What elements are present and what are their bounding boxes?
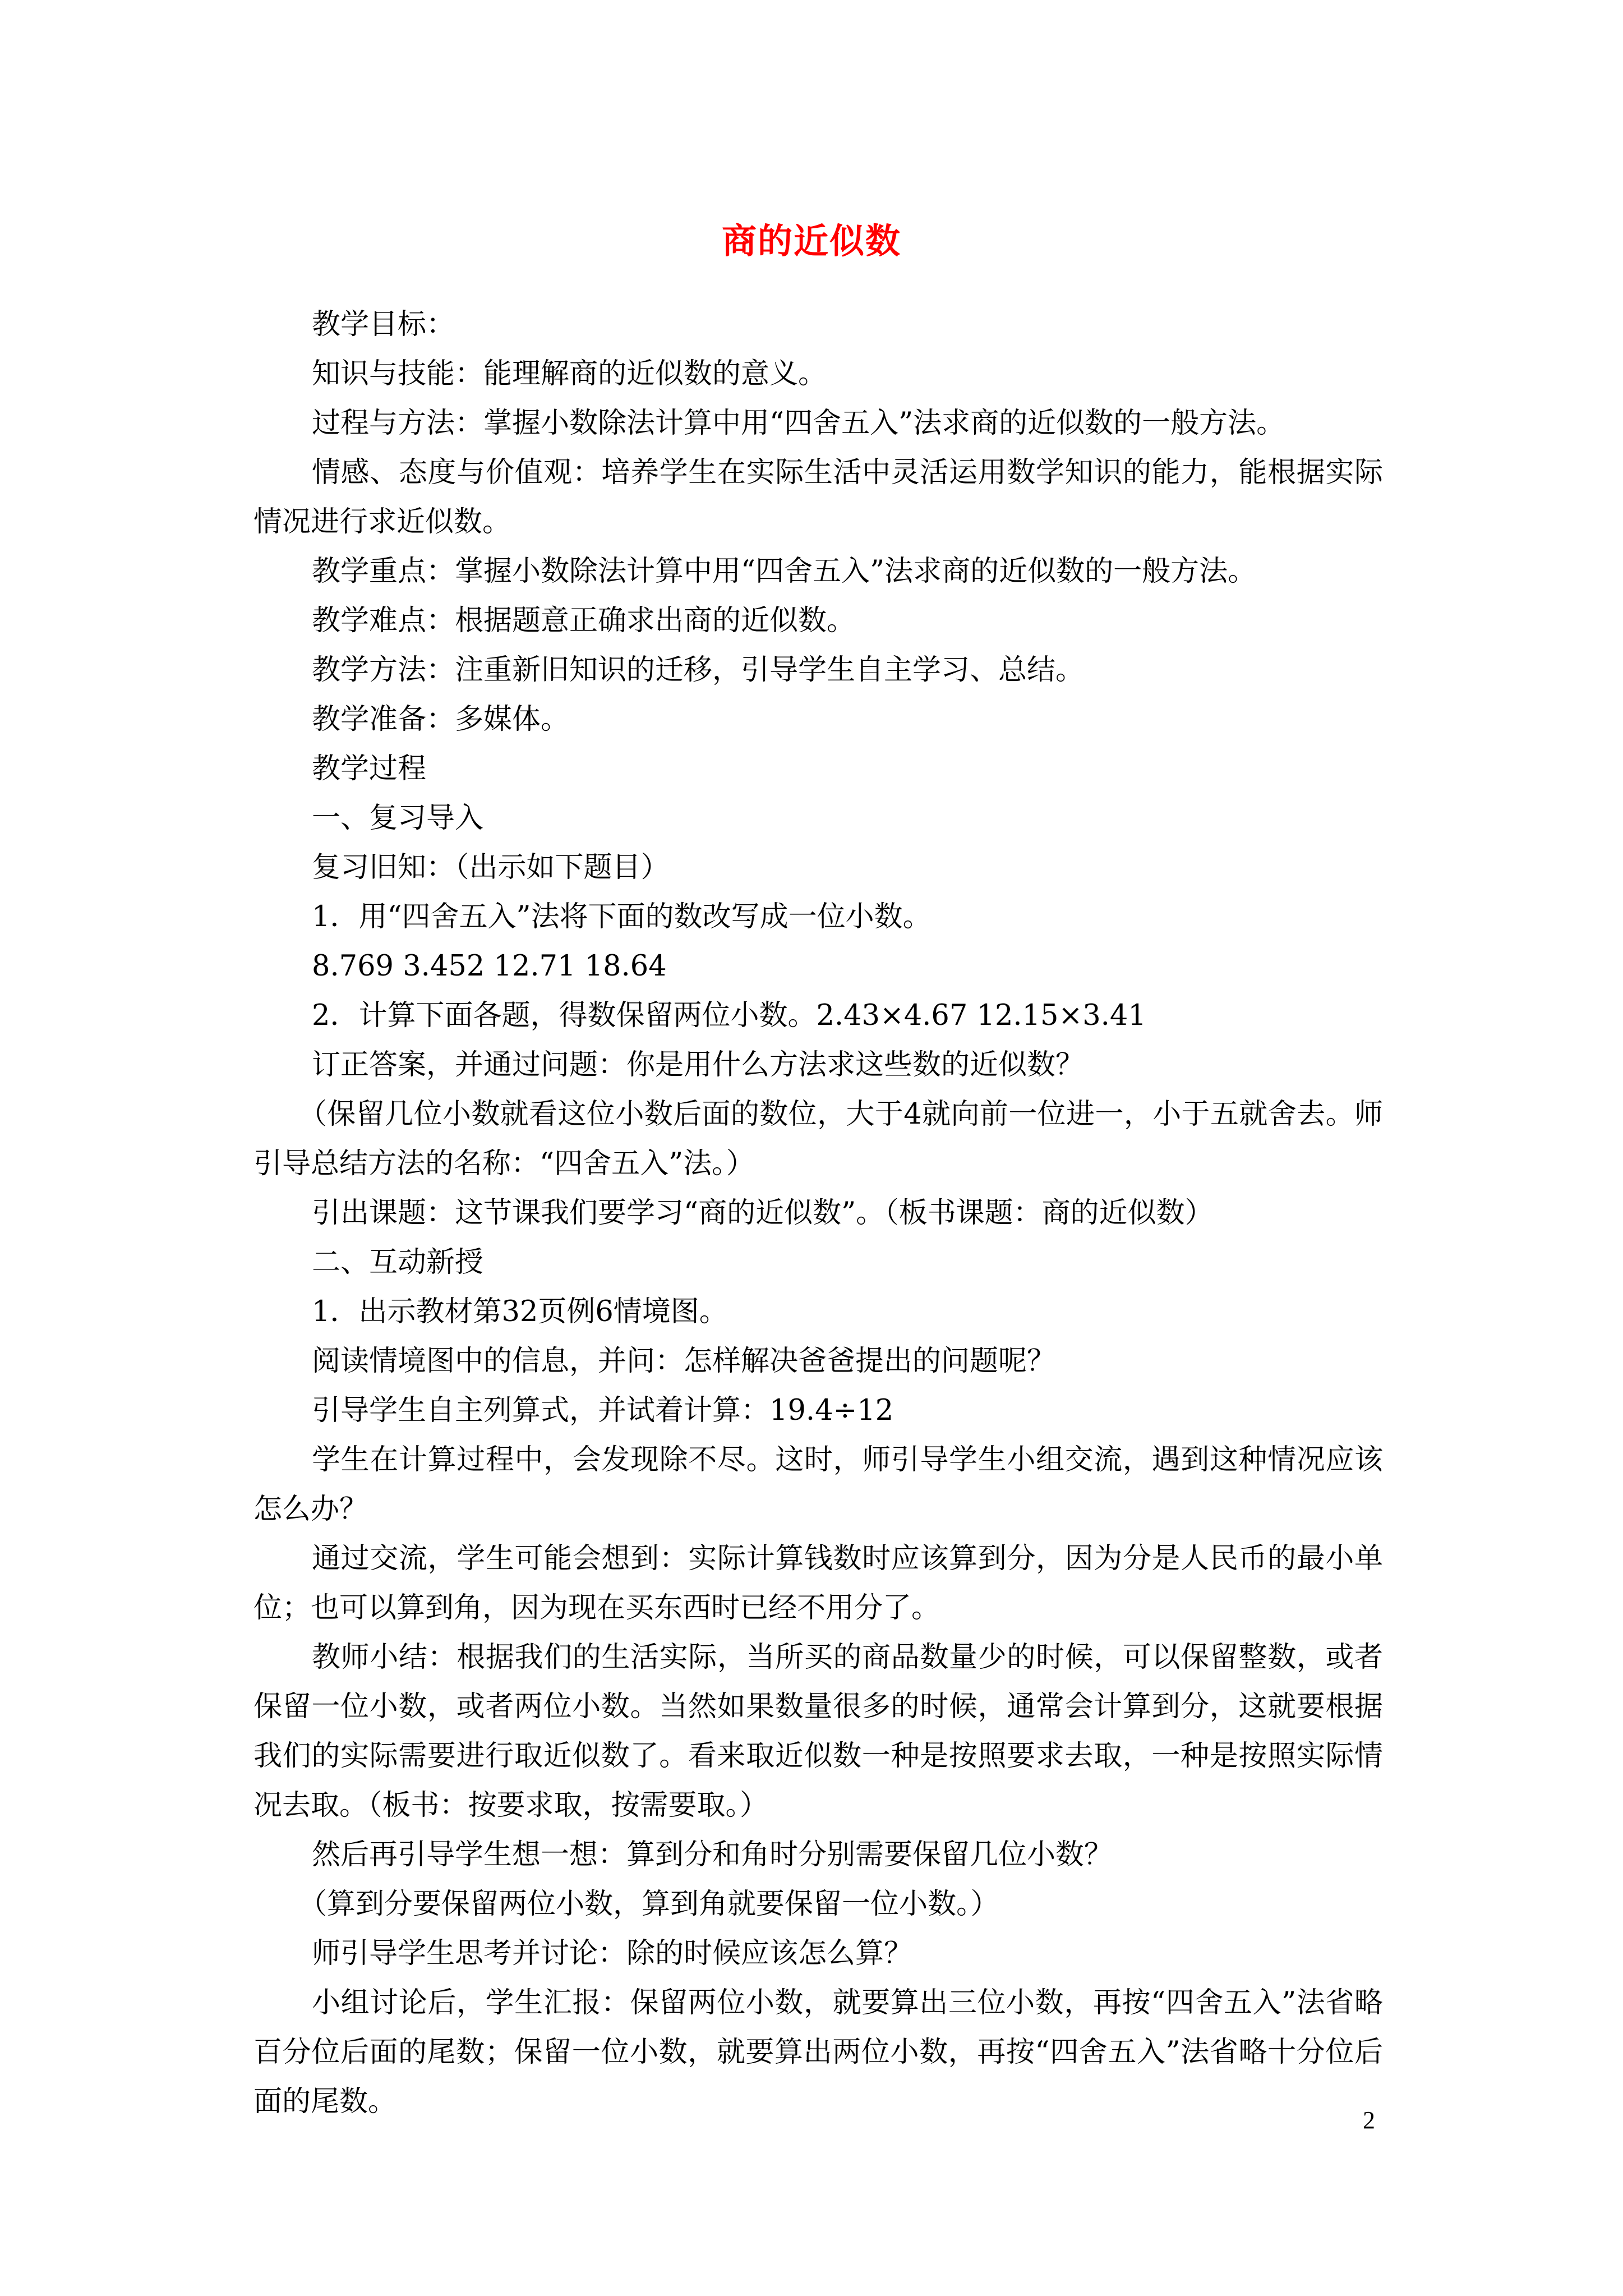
paragraph-teaching-method: 教学方法：注重新旧知识的迁移，引导学生自主学习、总结。 xyxy=(312,654,1085,687)
exercise-numbers: 8.769 3.452 12.71 18.64 xyxy=(312,950,667,983)
paragraph-teaching-process-heading: 教学过程 xyxy=(312,752,427,785)
paragraph-discuss-division: 师引导学生思考并讨论：除的时候应该怎么算？ xyxy=(312,1937,913,1970)
paragraph-review-old-knowledge: 复习旧知：（出示如下题目） xyxy=(312,851,670,884)
section-heading-interactive-teaching: 二、互动新授 xyxy=(312,1246,484,1279)
document-title: 商的近似数 xyxy=(721,220,901,261)
section-heading-review: 一、复习导入 xyxy=(312,802,484,835)
paragraph-list-equation: 引导学生自主列算式，并试着计算：19.4÷12 xyxy=(312,1394,894,1427)
exercise-item-1: 1．用“四舍五入”法将下面的数改写成一位小数。 xyxy=(312,900,932,933)
exercise-item-2: 2．计算下面各题，得数保留两位小数。2.43×4.67 12.15×3.41 xyxy=(312,999,1146,1032)
paragraph-process-method: 过程与方法：掌握小数除法计算中用“四舍五入”法求商的近似数的一般方法。 xyxy=(312,407,1285,440)
paragraph-teaching-focus: 教学重点：掌握小数除法计算中用“四舍五入”法求商的近似数的一般方法。 xyxy=(312,555,1257,588)
paragraph-teaching-preparation: 教学准备：多媒体。 xyxy=(312,703,570,736)
paragraph-rounding-explanation: （保留几位小数就看这位小数后面的数位，大于4就向前一位进一，小于五就舍去。师引导总结方法的名称：“四舍五入”法。） xyxy=(253,1098,1383,1180)
paragraph-emotion-values: 情感、态度与价值观：培养学生在实际生活中灵活运用数学知识的能力，能根据实际情况进行求近似数。 xyxy=(253,456,1383,539)
paragraph-teacher-summary: 教师小结：根据我们的生活实际，当所买的商品数量少的时候，可以保留整数，或者保留一位小数，或者两位小数。当然如果数量很多的时候，通常会计算到分，这就要根据我们的实际需要进行取近似数了。看来取近似数一种是按照要求去取，一种是按照实际情况去取。（板书：按要求取，按需要取。） xyxy=(253,1641,1383,1822)
page-number: 2 xyxy=(1363,2106,1375,2134)
paragraph-teaching-goals-heading: 教学目标： xyxy=(312,308,455,341)
paragraph-places-answer: （算到分要保留两位小数，算到角就要保留一位小数。） xyxy=(298,1888,999,1921)
paragraph-show-textbook-example: 1．出示教材第32页例6情境图。 xyxy=(312,1295,728,1328)
paragraph-exchange-results: 通过交流，学生可能会想到：实际计算钱数时应该算到分，因为分是人民币的最小单位；也可以算到角，因为现在买东西时已经不用分了。 xyxy=(253,1542,1383,1625)
paragraph-introduce-topic: 引出课题：这节课我们要学习“商的近似数”。（板书课题：商的近似数） xyxy=(312,1197,1214,1230)
paragraph-correct-answers: 订正答案，并通过问题：你是用什么方法求这些数的近似数？ xyxy=(312,1048,1085,1082)
paragraph-knowledge-skills: 知识与技能：能理解商的近似数的意义。 xyxy=(312,357,827,390)
paragraph-think-about-places: 然后再引导学生想一想：算到分和角时分别需要保留几位小数？ xyxy=(312,1838,1113,1871)
paragraph-teaching-difficulty: 教学难点：根据题意正确求出商的近似数。 xyxy=(312,604,856,637)
paragraph-group-report: 小组讨论后，学生汇报：保留两位小数，就要算出三位小数，再按“四舍五入”法省略百分位后面的尾数；保留一位小数，就要算出两位小数，再按“四舍五入”法省略十分位后面的尾数。 xyxy=(253,1986,1383,2118)
paragraph-division-not-exact: 学生在计算过程中，会发现除不尽。这时，师引导学生小组交流，遇到这种情况应该怎么办？ xyxy=(253,1443,1383,1526)
paragraph-read-situation: 阅读情境图中的信息，并问：怎样解决爸爸提出的问题呢？ xyxy=(312,1345,1056,1378)
